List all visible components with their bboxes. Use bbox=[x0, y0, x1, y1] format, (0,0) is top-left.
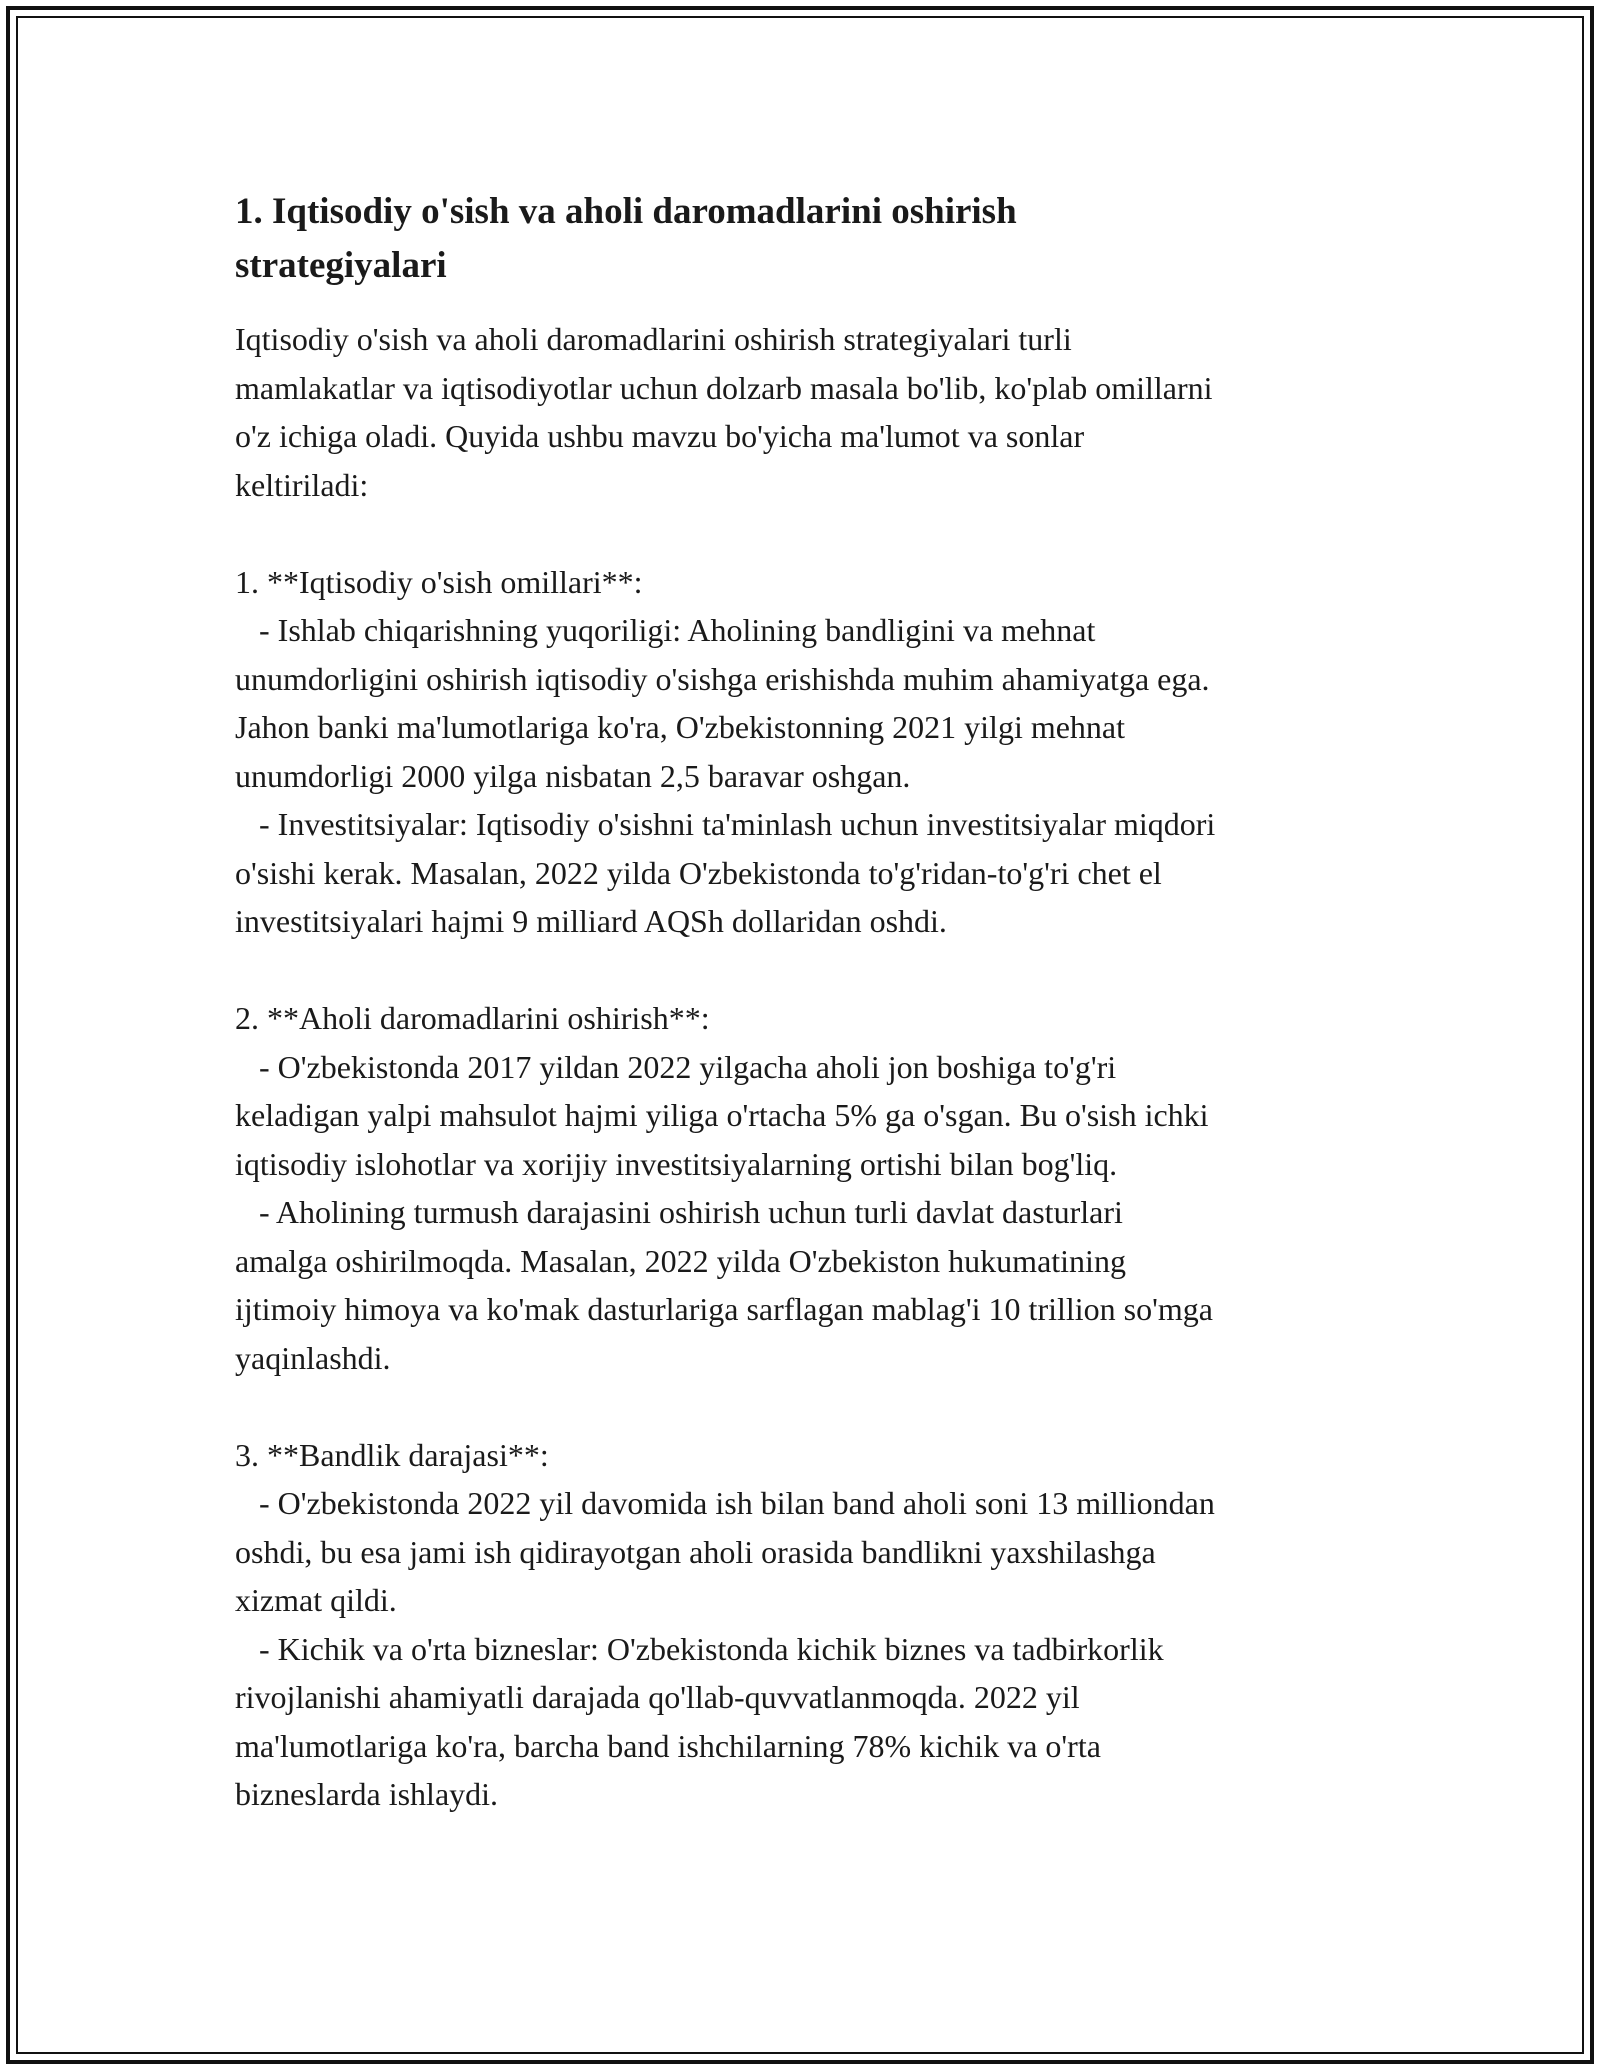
section-heading-1: 1. **Iqtisodiy o'sish omillari**: bbox=[235, 563, 643, 600]
page-title: 1. Iqtisodiy o'sish va aholi daromadlarini oshirish strategiyalari bbox=[235, 191, 1017, 286]
spacer-line bbox=[235, 509, 1395, 558]
document-body bbox=[235, 185, 1395, 1819]
section-1-bullet-2: - Investitsiyalar: Iqtisodiy o'sishni ta'minlash uchun investitsiyalar miqdori o'sishi kerak. Masalan, 2022 yilda O'zbekistonda to'g'ridan-to'g'ri chet el investitsiyalari hajmi 9 milliard AQSh dollaridan oshdi. bbox=[235, 806, 1216, 939]
section-1-bullet-1: - Ishlab chiqarishning yuqoriligi: Aholining bandligini va mehnat unumdorligini oshirish iqtisodiy o'sishga erishishda muhim ahamiyatga ega. Jahon banki ma'lumotlariga ko'ra, O'zbekistonning 2021 yilgi mehnat unumdorligi 2000 yilga nisbatan 2,5 baravar oshgan. bbox=[235, 612, 1210, 794]
section-2-bullet-2: - Aholining turmush darajasini oshirish uchun turli davlat dasturlari amalga oshirilmoqda. Masalan, 2022 yilda O'zbekiston hukumatining ijtimoiy himoya va ko'mak dasturlariga sarflagan mablag'i 10 trillion so'mga yaqinlashdi. bbox=[235, 1194, 1213, 1376]
section-heading-2: 2. **Aholi daromadlarini oshirish**: bbox=[235, 1000, 710, 1036]
section-3-bullet-2: - Kichik va o'rta bizneslar: O'zbekistonda kichik biznes va tadbirkorlik rivojlanishi ahamiyatli darajada qo'llab-quvvatlanmoqda. 2022 yil ma'lumotlariga ko'ra, barcha band ishchilarning 78% kichik va o'rta bizneslarda ishlaydi. bbox=[235, 1630, 1164, 1812]
section-heading-3: 3. **Bandlik darajasi**: bbox=[235, 1436, 549, 1473]
section-2-bullet-1: - O'zbekistonda 2017 yildan 2022 yilgacha aholi jon boshiga to'g'ri keladigan yalpi mahsulot hajmi yiliga o'rtacha 5% ga o'sgan. Bu o'sish ichki iqtisodiy islohotlar va xorijiy investitsiyalarning ortishi bilan bog'liq. bbox=[235, 1048, 1209, 1182]
intro-paragraph: Iqtisodiy o'sish va aholi daromadlarini oshirish strategiyalari turli mamlakatlar va iqtisodiyotlar uchun dolzarb masala bo'lib, ko'plab omillarni o'z ichiga oladi. Quyida ushbu mavzu bo'yicha ma'lumot va sonlar keltiriladi: bbox=[235, 321, 1213, 503]
spacer-line bbox=[235, 946, 1395, 995]
spacer-line bbox=[235, 1382, 1395, 1431]
section-3-bullet-1: - O'zbekistonda 2022 yil davomida ish bilan band aholi soni 13 milliondan oshdi, bu esa jami ish qidirayotgan aholi orasida bandlikni yaxshilashga xizmat qildi. bbox=[235, 1485, 1215, 1618]
